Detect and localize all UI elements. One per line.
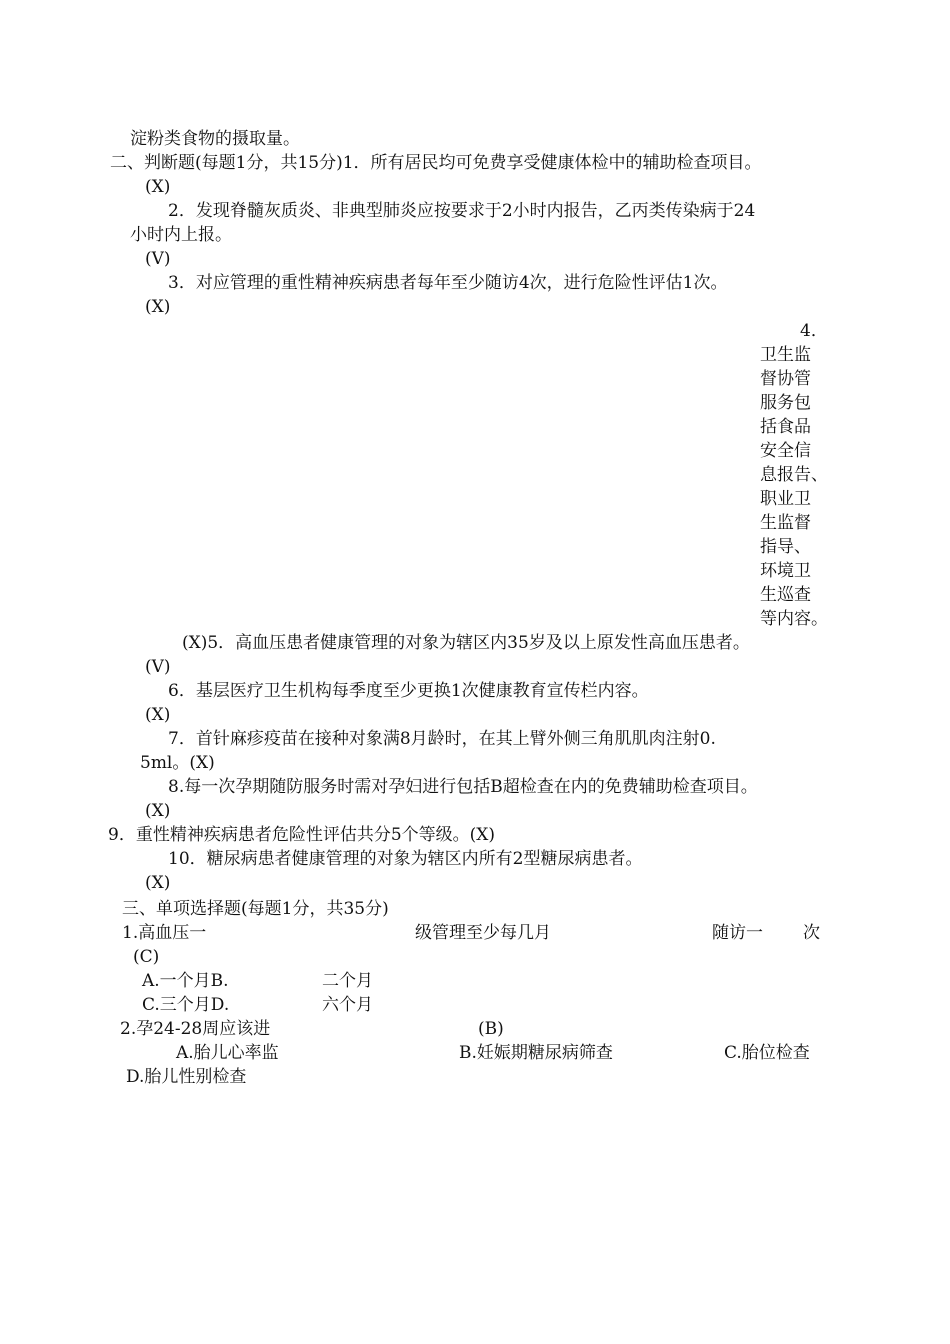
- question-4-line: 息报告、: [760, 465, 828, 485]
- mc1-stem-part: 级管理至少每几月: [415, 923, 551, 943]
- question-4-line: 括食品: [760, 417, 811, 437]
- mc1-stem-part: 1.高血压一: [122, 923, 207, 943]
- mc2-option-b: B.妊娠期糖尿病筛查: [459, 1043, 613, 1063]
- question-4-line: 督协管: [760, 369, 811, 389]
- mc2-option-a: A.胎儿心率监: [176, 1043, 279, 1063]
- question-4-line: 职业卫: [760, 489, 811, 509]
- section-heading-true-false: 二、判断题(每题1分，共15分)1．所有居民均可免费享受健康体检中的辅助检查项目。: [110, 153, 762, 173]
- section-heading-single-choice: 三、单项选择题(每题1分，共35分): [122, 899, 389, 919]
- answer-mark: (X): [145, 177, 171, 197]
- question-4-line: 安全信: [760, 441, 811, 461]
- mc1-option-d: 六个月: [322, 995, 373, 1015]
- mc1-stem-part: 次: [803, 923, 820, 943]
- question-4-line: 服务包: [760, 393, 811, 413]
- question-4-number: 4．: [800, 321, 828, 341]
- text-line: 小时内上报。: [130, 225, 232, 245]
- question-4-line: 环境卫: [760, 561, 811, 581]
- mc2-stem: 2.孕24-28周应该进: [120, 1019, 271, 1039]
- mc1-option-c: C.三个月D.: [142, 995, 230, 1015]
- question-4-line: 生巡查: [760, 585, 811, 605]
- mc2-option-c: C.胎位检查: [724, 1043, 810, 1063]
- answer-mark: (V): [145, 249, 171, 269]
- text-line: 淀粉类食物的摄取量。: [130, 129, 300, 149]
- question-4-line: 生监督: [760, 513, 811, 533]
- answer-mark: (X): [145, 801, 171, 821]
- question-3: 3．对应管理的重性精神疾病患者每年至少随访4次，进行危险性评估1次。: [168, 273, 728, 293]
- question-10: 10．糖尿病患者健康管理的对象为辖区内所有2型糖尿病患者。: [168, 849, 643, 869]
- question-5: (X)5．高血压患者健康管理的对象为辖区内35岁及以上原发性高血压患者。: [182, 633, 750, 653]
- question-2: 2．发现脊髓灰质炎、非典型肺炎应按要求于2小时内报告，乙丙类传染病于24: [168, 201, 756, 221]
- question-4-line: 卫生监: [760, 345, 811, 365]
- question-8: 8.每一次孕期随防服务时需对孕妇进行包括B超检查在内的免费辅助检查项目。: [168, 777, 758, 797]
- answer-mark: (X): [145, 705, 171, 725]
- question-4-line: 指导、: [760, 537, 811, 557]
- question-9: 9．重性精神疾病患者危险性评估共分5个等级。(X): [108, 825, 495, 845]
- question-7: 7．首针麻疹疫苗在接种对象满8月龄时，在其上臂外侧三角肌肌肉注射0.: [168, 729, 716, 749]
- mc1-option-a: A.一个月B.: [142, 971, 229, 991]
- text-line: 5ml。(X): [140, 753, 215, 773]
- answer-mark: (X): [145, 873, 171, 893]
- mc2-option-d: D.胎儿性别检查: [126, 1067, 247, 1087]
- question-6: 6．基层医疗卫生机构每季度至少更换1次健康教育宣传栏内容。: [168, 681, 649, 701]
- mc1-option-b: 二个月: [322, 971, 373, 991]
- mc2-answer: (B): [478, 1019, 504, 1039]
- answer-mark: (V): [145, 657, 171, 677]
- answer-mark: (X): [145, 297, 171, 317]
- mc1-stem-part: 随访一: [712, 923, 763, 943]
- question-4-line: 等内容。: [760, 609, 828, 629]
- mc1-answer: (C): [133, 947, 160, 967]
